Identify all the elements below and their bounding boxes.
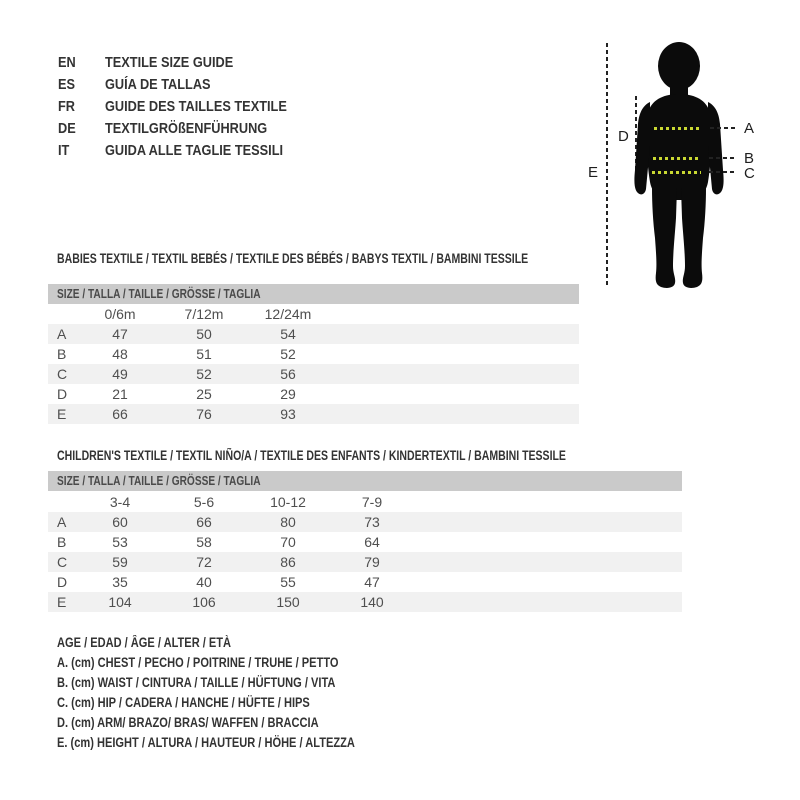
language-row-es [58, 73, 319, 95]
size-header-bar: SIZE / TALLA / TAILLE / GRÖSSE / TAGLIA [48, 284, 579, 304]
column-header: 12/24m [264, 306, 312, 322]
table-row: C 49 52 56 [48, 364, 579, 384]
language-row-de [58, 117, 319, 139]
measure-label-d: D [618, 128, 629, 145]
language-row-en [58, 51, 319, 73]
table-row: D 21 25 29 [57, 386, 296, 402]
children-size-table [48, 471, 682, 612]
hip-measure-line-c [652, 171, 701, 174]
table-row: B 53 58 70 64 [57, 534, 380, 550]
measurement-legend [57, 632, 420, 752]
size-header-bar: SIZE / TALLA / TAILLE / GRÖSSE / TAGLIA [48, 471, 682, 491]
table-row: C 59 72 86 79 [48, 552, 682, 572]
measure-label-b: B [744, 150, 755, 167]
table-row: E 104 106 150 140 [48, 592, 682, 612]
column-header: 10-12 [270, 493, 306, 510]
table-row: A 47 50 54 [48, 324, 579, 344]
page-title: TEXTILGRÖßENFÜHRUNG [105, 119, 268, 137]
waist-measure-line-b [653, 157, 701, 160]
language-title-list [58, 51, 319, 161]
column-header: 7/12m [184, 306, 224, 322]
babies-column-headers [48, 304, 579, 324]
measure-label-c: C [744, 165, 755, 182]
hip-measure-dash-c [709, 171, 735, 173]
language-row-fr [58, 95, 319, 117]
page-title: GUIDE DES TAILLES TEXTILE [105, 97, 287, 115]
table-row: D 35 40 55 47 [57, 574, 380, 590]
measure-label-e: E [588, 164, 599, 181]
table-row: A 60 66 80 73 [48, 512, 682, 532]
children-column-headers [48, 491, 682, 512]
language-code: IT [58, 141, 70, 159]
table-row: B 48 51 52 [57, 346, 296, 362]
language-row-it [58, 139, 319, 161]
legend-arm: D. (cm) ARM/ BRAZO/ BRAS/ WAFFEN / BRACCIA [57, 714, 319, 730]
language-code: EN [58, 53, 76, 71]
legend-waist: B. (cm) WAIST / CINTURA / TAILLE / HÜFTUNG / VITA [57, 674, 336, 690]
babies-table-title: BABIES TEXTILE / TEXTIL BEBÉS / TEXTILE DES BÉBÉS / BABYS TEXTIL / BAMBINI TESSILE [57, 251, 529, 266]
page-title: GUIDA ALLE TAGLIE TESSILI [105, 141, 284, 159]
column-header: 3-4 [109, 493, 131, 510]
legend-chest: A. (cm) CHEST / PECHO / POITRINE / TRUHE / PETTO [57, 654, 339, 670]
legend-age: AGE / EDAD / ÂGE / ALTER / ETÀ [57, 634, 232, 650]
measure-label-a: A [744, 120, 755, 137]
table-row: E 66 76 93 [48, 404, 579, 424]
height-measure-line-e [606, 43, 608, 285]
children-table-title: CHILDREN'S TEXTILE / TEXTIL NIÑO/A / TEXTILE DES ENFANTS / KINDERTEXTIL / BAMBINI TESSILE [57, 448, 566, 463]
column-header: 7-9 [361, 493, 383, 510]
legend-height: E. (cm) HEIGHT / ALTURA / HAUTEUR / HÖHE / ALTEZZA [57, 734, 355, 750]
page-title: TEXTILE SIZE GUIDE [105, 53, 234, 71]
chest-measure-line-a [654, 127, 702, 130]
babies-size-table [48, 284, 579, 424]
waist-measure-dash-b [709, 157, 735, 159]
column-header: 0/6m [104, 306, 136, 322]
column-header: 5-6 [193, 493, 215, 510]
legend-hip: C. (cm) HIP / CADERA / HANCHE / HÜFTE / HIPS [57, 694, 310, 710]
language-code: ES [58, 75, 76, 93]
chest-measure-dash-a [710, 127, 736, 129]
language-code: FR [58, 97, 75, 115]
page-title: GUÍA DE TALLAS [105, 75, 211, 93]
language-code: DE [58, 119, 76, 137]
